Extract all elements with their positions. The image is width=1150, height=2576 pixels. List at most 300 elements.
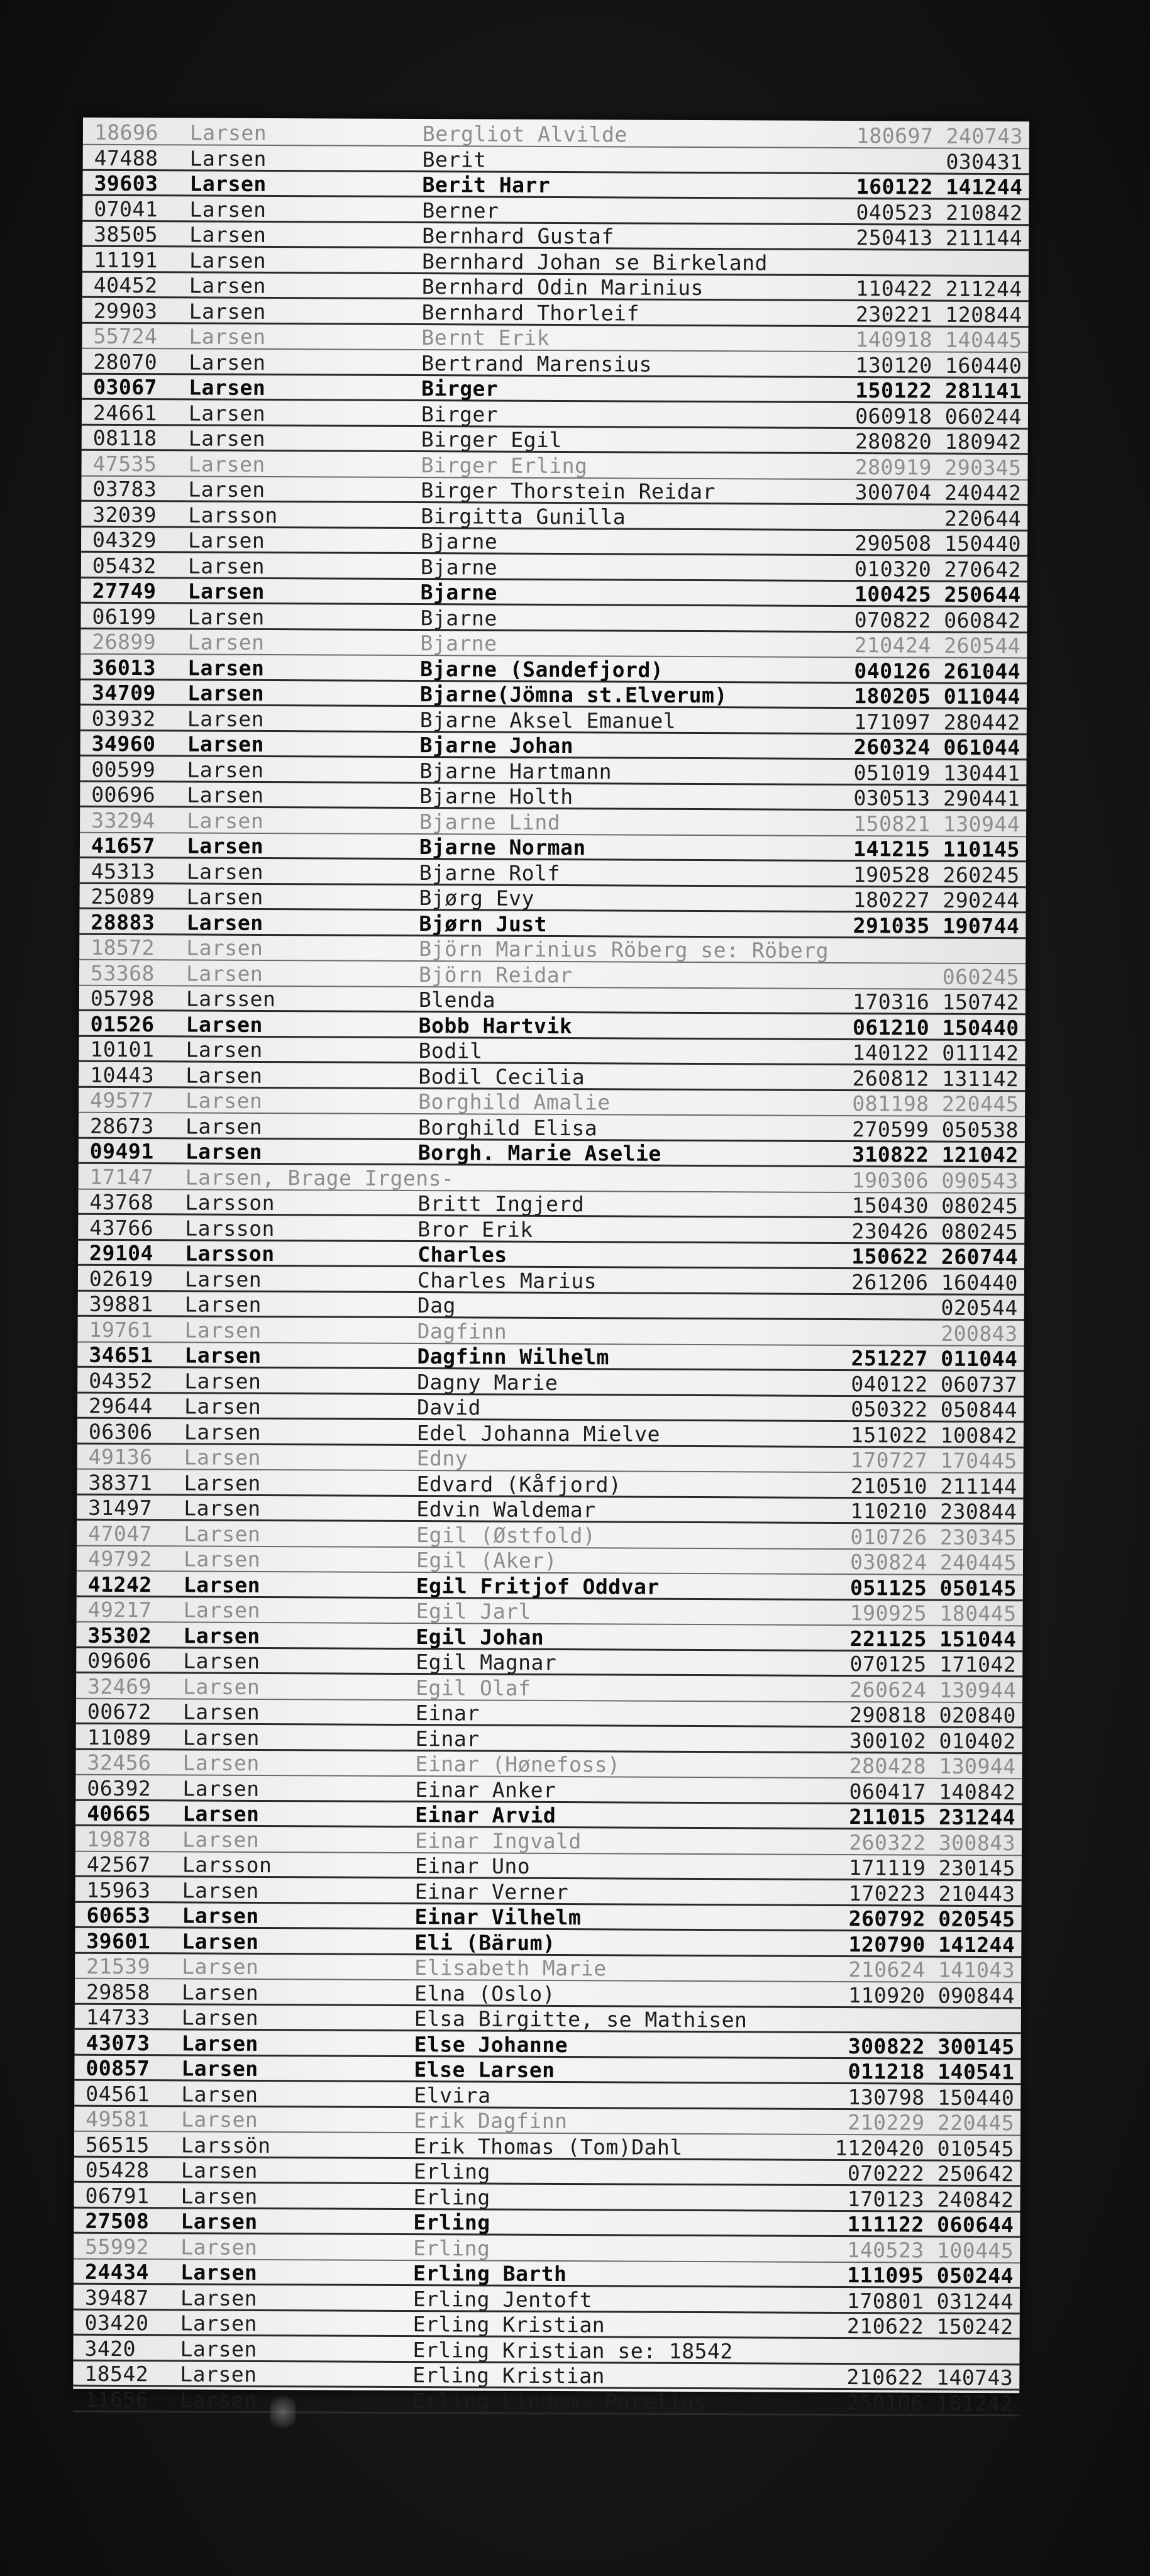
surname: Larsson xyxy=(185,1215,275,1241)
record-dates: 150430 080245 xyxy=(851,1193,1019,1219)
record-dates: 260324 061044 xyxy=(853,735,1020,760)
given-name: Erling Kristian xyxy=(412,2363,605,2389)
given-name: Erling Jentoft xyxy=(412,2286,593,2312)
surname: Larsen xyxy=(185,1088,263,1113)
given-name: Britt Ingjerd xyxy=(417,1191,585,1217)
given-name: Bjarne Rolf xyxy=(419,860,560,886)
record-row xyxy=(77,1343,1024,1372)
record-number: 39601 xyxy=(86,1928,151,1953)
record-dates: 300822 300145 xyxy=(848,2033,1015,2059)
surname: Larsen xyxy=(186,909,263,935)
film-artifact xyxy=(270,2395,296,2429)
record-row xyxy=(83,120,1029,150)
record-dates: 300102 010402 xyxy=(849,1728,1016,1753)
record-row xyxy=(77,1546,1023,1576)
record-number: 03783 xyxy=(92,476,157,502)
given-name: Bjørn Just xyxy=(419,911,548,936)
record-dates: 180697 240743 xyxy=(856,123,1023,149)
record-dates: 261206 160440 xyxy=(851,1269,1019,1295)
record-number: 00599 xyxy=(91,757,156,782)
given-name: Egil (Østfold) xyxy=(416,1522,596,1548)
record-dates: 190925 180445 xyxy=(849,1601,1017,1626)
record-number: 32456 xyxy=(87,1750,152,1775)
record-number: 29104 xyxy=(89,1240,154,1266)
record-dates: 170727 170445 xyxy=(850,1448,1017,1474)
record-number: 07041 xyxy=(94,196,158,221)
record-number: 18572 xyxy=(91,935,155,960)
record-number: 39881 xyxy=(89,1291,153,1317)
record-dates: 050322 050844 xyxy=(851,1397,1018,1423)
record-number: 26899 xyxy=(92,629,157,655)
surname: Larsen xyxy=(183,1674,260,1699)
record-number: 06306 xyxy=(88,1419,153,1444)
given-name: Erling xyxy=(413,2210,490,2235)
record-dates: 130798 150440 xyxy=(848,2084,1015,2110)
given-name: Bernhard Odin Marinius xyxy=(421,274,704,301)
record-dates: 150122 281141 xyxy=(855,378,1022,404)
record-row xyxy=(74,2311,1020,2340)
record-row xyxy=(78,1266,1024,1296)
surname: Larsson xyxy=(182,1852,272,1878)
given-name: Bjarne Norman xyxy=(419,835,586,860)
record-row xyxy=(76,1674,1022,1703)
record-row xyxy=(80,833,1026,863)
given-name: Birger xyxy=(421,401,499,427)
given-name: Einar Arvid xyxy=(415,1802,556,1828)
record-row xyxy=(81,477,1027,506)
record-number: 43768 xyxy=(89,1189,154,1215)
given-name: Birger Erling xyxy=(421,452,588,478)
given-name: Björn Marinius Röberg se: Röberg xyxy=(419,936,829,963)
given-name: Bernt Erik xyxy=(421,325,550,350)
record-dates: 100425 250644 xyxy=(854,582,1021,608)
record-row xyxy=(73,2387,1019,2416)
given-name: Bergliot Alvilde xyxy=(422,121,628,147)
record-row xyxy=(79,909,1026,939)
given-name: Erik Dagfinn xyxy=(414,2108,568,2134)
given-name: Bjarne xyxy=(420,554,498,580)
record-row xyxy=(75,1954,1021,1984)
record-number: 55724 xyxy=(93,323,158,349)
record-number: 41242 xyxy=(87,1572,152,1597)
record-number: 56515 xyxy=(85,2132,150,2157)
record-number: 01526 xyxy=(90,1011,155,1036)
surname: Larsen xyxy=(182,1775,260,1801)
given-name: Borghild Elisa xyxy=(417,1114,598,1140)
record-dates: 210510 211144 xyxy=(850,1473,1017,1499)
record-number: 15963 xyxy=(86,1877,151,1902)
record-number: 19761 xyxy=(89,1317,153,1342)
record-number: 49581 xyxy=(86,2106,150,2132)
surname: Larsen xyxy=(184,1419,262,1445)
given-name: Einar (Hønefoss) xyxy=(415,1752,621,1777)
record-dates: 081198 220445 xyxy=(852,1091,1019,1117)
record-dates: 060245 xyxy=(942,964,1020,989)
surname: Larsen xyxy=(184,1292,262,1317)
record-row xyxy=(75,1852,1022,1882)
record-row xyxy=(81,528,1027,557)
surname: Larsen xyxy=(180,2209,258,2234)
record-dates: 210622 150242 xyxy=(846,2314,1014,2340)
surname: Larsen xyxy=(185,1139,263,1164)
surname: Larsen xyxy=(187,528,265,553)
record-row xyxy=(74,2234,1020,2263)
record-row xyxy=(75,1775,1022,1805)
record-number: 10443 xyxy=(90,1062,155,1087)
record-number: 00696 xyxy=(91,782,156,808)
index-card-sheet xyxy=(73,118,1029,2416)
record-number: 47047 xyxy=(88,1521,153,1546)
surname: Larsen xyxy=(182,1826,260,1852)
record-number: 25089 xyxy=(91,884,155,909)
given-name: Einar Uno xyxy=(414,1853,531,1879)
record-row xyxy=(82,324,1028,353)
record-dates: 280919 290345 xyxy=(854,454,1022,480)
record-row xyxy=(74,2260,1020,2289)
given-name: Egil (Aker) xyxy=(416,1548,558,1574)
record-number: 33294 xyxy=(91,808,156,833)
given-name: Birger Egil xyxy=(421,427,562,453)
record-number: 00857 xyxy=(86,2055,150,2081)
surname: Larsen xyxy=(189,145,267,171)
surname: Larssen xyxy=(185,986,276,1012)
given-name: Bernhard Johan se Birkeland xyxy=(421,248,768,275)
given-name: Erik Thomas (Tom)Dahl xyxy=(413,2133,683,2160)
given-name: Borghild Amalie xyxy=(418,1089,611,1115)
surname: Larsen xyxy=(182,1877,260,1903)
record-row xyxy=(77,1394,1024,1423)
record-number: 09606 xyxy=(87,1648,152,1674)
surname: Larsen xyxy=(187,630,265,655)
record-number: 29903 xyxy=(93,298,158,323)
record-dates: 260624 130944 xyxy=(849,1677,1017,1702)
record-row xyxy=(77,1521,1023,1550)
surname: Larsen, Brage Irgens- xyxy=(185,1164,455,1191)
surname: Larsen xyxy=(187,731,264,757)
record-number: 05798 xyxy=(90,985,155,1011)
record-row xyxy=(82,400,1028,430)
record-row xyxy=(82,222,1029,252)
surname: Larsen xyxy=(182,1750,260,1775)
record-row xyxy=(82,196,1029,226)
given-name: Bjarne xyxy=(420,580,498,605)
record-number: 38505 xyxy=(94,221,158,247)
given-name: Dag xyxy=(417,1293,456,1318)
record-number: 29644 xyxy=(88,1393,153,1419)
given-name: Erling Lindem. Parelius xyxy=(412,2388,707,2414)
record-number: 03067 xyxy=(93,374,158,400)
record-row xyxy=(74,2081,1020,2111)
record-number: 49577 xyxy=(90,1087,155,1113)
record-row xyxy=(73,2336,1019,2365)
record-row xyxy=(79,1037,1025,1067)
record-row xyxy=(77,1496,1023,1525)
record-number: 39603 xyxy=(94,170,158,196)
record-dates: 010726 230345 xyxy=(850,1524,1017,1550)
record-number: 11191 xyxy=(93,247,158,272)
record-row xyxy=(79,1011,1026,1041)
surname: Larsen xyxy=(182,1954,259,1979)
given-name: Bjarne Hartmann xyxy=(419,758,612,784)
record-number: 31497 xyxy=(88,1495,153,1521)
record-number: 32469 xyxy=(87,1674,152,1699)
record-row xyxy=(79,960,1026,990)
record-dates: 110422 211244 xyxy=(855,276,1022,302)
record-number: 11089 xyxy=(87,1724,152,1750)
record-row xyxy=(82,298,1029,328)
record-row xyxy=(82,273,1029,303)
given-name: Else Larsen xyxy=(414,2057,555,2083)
record-number: 3420 xyxy=(84,2336,136,2361)
record-number: 05432 xyxy=(92,553,157,578)
surname: Larssön xyxy=(180,2132,271,2158)
record-row xyxy=(80,884,1026,914)
given-name: Bjarne(Jömna st.Elverum) xyxy=(419,682,727,708)
given-name: Bodil Cecilia xyxy=(418,1063,585,1089)
given-name: Charles xyxy=(417,1242,507,1267)
given-name: Egil Fritjof Oddvar xyxy=(416,1573,660,1599)
surname: Larsen xyxy=(189,120,267,145)
record-row xyxy=(77,1572,1023,1601)
record-number: 04352 xyxy=(89,1368,153,1393)
record-row xyxy=(82,375,1028,404)
record-number: 28883 xyxy=(91,909,155,935)
record-row xyxy=(80,680,1027,710)
record-row xyxy=(77,1445,1024,1474)
given-name: Eli (Bärum) xyxy=(414,1929,556,1955)
record-row xyxy=(78,1190,1024,1219)
record-dates: 250106 181242 xyxy=(846,2390,1014,2416)
surname: Larsen xyxy=(184,1521,261,1546)
record-dates: 040122 060737 xyxy=(851,1371,1018,1397)
record-row xyxy=(74,2056,1020,2085)
record-row xyxy=(82,247,1029,277)
record-number: 60653 xyxy=(86,1902,151,1928)
record-dates: 190528 260245 xyxy=(853,862,1020,887)
record-dates: 140122 011142 xyxy=(852,1040,1019,1066)
given-name: Edny xyxy=(416,1446,468,1471)
surname: Larsen xyxy=(181,2081,258,2107)
surname: Larsen xyxy=(186,935,263,960)
record-row xyxy=(75,2030,1021,2060)
record-row xyxy=(76,1699,1022,1729)
record-dates: 210424 260544 xyxy=(854,633,1021,658)
record-dates: 030824 240445 xyxy=(850,1550,1017,1575)
given-name: Einar xyxy=(415,1701,480,1726)
surname: Larsen xyxy=(180,2158,258,2183)
given-name: Bjarne (Sandefjord) xyxy=(420,656,664,682)
surname: Larsen xyxy=(188,477,265,502)
record-dates: 020544 xyxy=(941,1295,1018,1321)
record-number: 40452 xyxy=(93,272,158,298)
given-name: Erling Kristian xyxy=(412,2312,605,2338)
given-name: Egil Olaf xyxy=(416,1675,531,1701)
record-dates: 030431 xyxy=(946,149,1023,174)
surname: Larsen xyxy=(185,960,263,986)
record-dates: 210229 220445 xyxy=(848,2110,1015,2136)
record-dates: 210622 140743 xyxy=(846,2365,1014,2390)
record-dates: 011218 140541 xyxy=(848,2059,1015,2085)
surname: Larsen xyxy=(180,2387,257,2412)
record-row xyxy=(79,1164,1025,1194)
surname: Larsson xyxy=(185,1241,275,1267)
record-row xyxy=(74,2285,1020,2314)
record-dates: 070822 060842 xyxy=(854,607,1021,633)
record-dates: 061210 150440 xyxy=(852,1014,1019,1040)
given-name: Birger Thorstein Reidar xyxy=(421,478,716,504)
surname: Larsen xyxy=(180,2285,258,2311)
record-row xyxy=(81,502,1027,531)
record-number: 05428 xyxy=(85,2157,150,2183)
record-number: 27508 xyxy=(85,2208,150,2234)
record-dates: 171097 280442 xyxy=(853,709,1020,735)
record-number: 34651 xyxy=(89,1342,153,1368)
record-dates: 171119 230145 xyxy=(849,1855,1015,1881)
surname: Larsen xyxy=(189,324,266,349)
surname: Larsen xyxy=(182,1801,260,1826)
record-dates: 211015 231244 xyxy=(849,1804,1016,1830)
surname: Larsen xyxy=(185,1037,263,1062)
record-dates: 270599 050538 xyxy=(852,1116,1019,1142)
record-number: 28070 xyxy=(93,349,158,374)
record-dates: 140523 100445 xyxy=(847,2237,1014,2263)
given-name: Bjarne xyxy=(420,529,498,554)
record-dates: 291035 190744 xyxy=(853,913,1020,938)
surname: Larsen xyxy=(188,451,265,477)
record-number: 36013 xyxy=(92,655,157,680)
record-row xyxy=(79,1088,1025,1118)
surname: Larsen xyxy=(180,2260,258,2285)
surname: Larsen xyxy=(181,1979,259,2005)
surname: Larsen xyxy=(184,1368,262,1394)
given-name: Bertrand Marensius xyxy=(421,350,653,377)
record-row xyxy=(76,1750,1022,1780)
record-number: 18696 xyxy=(94,119,158,145)
record-row xyxy=(80,808,1026,837)
record-row xyxy=(75,1877,1022,1907)
record-row xyxy=(79,1062,1025,1092)
record-dates: 060417 140842 xyxy=(849,1779,1016,1804)
record-row xyxy=(82,349,1028,379)
record-number: 24434 xyxy=(84,2259,149,2285)
given-name: Dagfinn xyxy=(417,1318,507,1344)
record-row xyxy=(74,2209,1020,2238)
record-number: 17147 xyxy=(89,1164,154,1189)
record-dates: 180205 011044 xyxy=(854,684,1021,709)
record-row xyxy=(76,1623,1022,1652)
record-dates: 220644 xyxy=(944,506,1022,531)
record-dates: 230426 080245 xyxy=(851,1218,1019,1244)
record-row xyxy=(76,1648,1022,1678)
surname: Larsen xyxy=(187,808,264,833)
record-dates: 290818 020840 xyxy=(849,1702,1017,1728)
given-name: Bjarne Aksel Emanuel xyxy=(419,707,677,733)
record-dates: 250413 211144 xyxy=(856,225,1023,251)
surname: Larsen xyxy=(189,196,267,222)
record-row xyxy=(74,2183,1020,2212)
surname: Larsen xyxy=(189,375,266,400)
given-name: Elvira xyxy=(414,2082,491,2108)
record-number: 41657 xyxy=(91,833,155,858)
surname: Larsen xyxy=(187,553,265,579)
record-dates: 111122 060644 xyxy=(847,2212,1014,2238)
record-row xyxy=(80,630,1027,659)
record-row xyxy=(75,1928,1021,1958)
record-row xyxy=(77,1368,1024,1397)
surname: Larsson xyxy=(185,1190,275,1216)
surname: Larsen xyxy=(189,247,267,273)
surname: Larsen xyxy=(183,1648,260,1674)
surname: Larsen xyxy=(181,2030,258,2056)
record-row xyxy=(79,986,1026,1016)
record-number: 21539 xyxy=(86,1953,151,1979)
record-number: 55992 xyxy=(85,2234,150,2259)
surname: Larsen xyxy=(187,604,265,630)
record-dates: 280820 180942 xyxy=(854,429,1022,455)
record-dates: 160122 141244 xyxy=(856,174,1023,200)
record-row xyxy=(79,1113,1025,1143)
surname: Larsen xyxy=(184,1317,262,1343)
surname: Larsen xyxy=(180,2362,257,2387)
given-name: Else Johanne xyxy=(414,2031,568,2057)
surname: Larsen xyxy=(187,655,265,680)
record-dates: 280428 130944 xyxy=(849,1753,1016,1779)
record-number: 06791 xyxy=(85,2183,150,2208)
surname: Larsen xyxy=(183,1546,261,1572)
given-name: Egil Johan xyxy=(416,1624,545,1650)
record-dates: 120790 141244 xyxy=(848,1931,1015,1957)
given-name: Birgitta Gunilla xyxy=(421,503,626,529)
surname: Larsen xyxy=(185,1062,263,1088)
record-dates: 230221 120844 xyxy=(855,301,1022,327)
record-row xyxy=(80,757,1026,786)
record-row xyxy=(74,2158,1020,2187)
record-row xyxy=(76,1724,1022,1754)
record-number: 49217 xyxy=(87,1597,152,1623)
record-number: 03932 xyxy=(91,706,156,731)
record-number: 18542 xyxy=(84,2361,149,2387)
surname: Larsen xyxy=(184,1394,262,1419)
record-row xyxy=(75,1801,1022,1831)
surname: Larsen xyxy=(180,2311,258,2336)
given-name: Einar xyxy=(415,1726,480,1751)
record-row xyxy=(79,935,1026,965)
surname: Larsen xyxy=(188,400,266,426)
record-number: 40665 xyxy=(87,1801,152,1826)
given-name: Bodil xyxy=(418,1038,483,1063)
record-row xyxy=(75,2005,1021,2035)
record-row xyxy=(81,579,1027,608)
record-number: 04561 xyxy=(86,2081,150,2106)
record-number: 49136 xyxy=(88,1444,153,1470)
record-row xyxy=(75,1979,1021,2009)
surname: Larsen xyxy=(183,1572,261,1597)
surname: Larsen xyxy=(183,1597,260,1623)
surname: Larsen xyxy=(189,349,266,375)
record-number: 49792 xyxy=(87,1546,152,1572)
record-row xyxy=(77,1419,1024,1448)
record-row xyxy=(75,1903,1021,1933)
given-name: Erling Kristian se: 18542 xyxy=(412,2337,733,2363)
surname: Larsen xyxy=(182,1699,260,1724)
given-name: Elna (Oslo) xyxy=(414,1980,556,2006)
record-dates: 051125 050145 xyxy=(849,1575,1017,1601)
surname: Larsen xyxy=(185,1113,263,1139)
card-list xyxy=(83,118,1029,2416)
record-dates: 030513 290441 xyxy=(853,786,1020,811)
given-name: Bernhard Gustaf xyxy=(422,223,614,249)
record-dates: 151022 100842 xyxy=(851,1422,1017,1448)
